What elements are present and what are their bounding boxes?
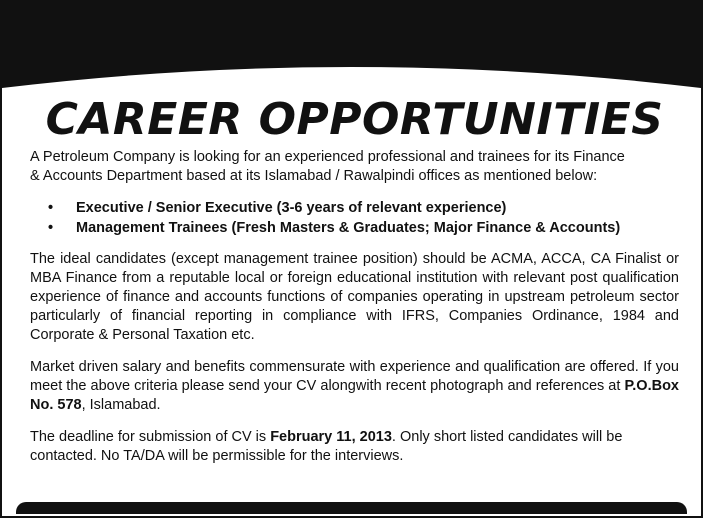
deadline-date: February 11, 2013 [270, 429, 392, 445]
po-box: P.O.Box No. 578 [30, 378, 679, 413]
ad-content [30, 94, 679, 466]
list-item [30, 218, 679, 238]
deadline-prefix: The deadline for submission of CV is [30, 429, 267, 445]
intro-line-1: A Petroleum Company is looking for an experienced professional and trainees for its Finance [30, 149, 625, 165]
requirements-paragraph: The ideal candidates (except management trainee position) should be ACMA, ACCA, CA Finalist or MBA Finance from a reputable local or foreign educational institution with relevant post qualification experience of finance and accounts functions of companies operating in upstream petroleum sector particularly of financial reporting in compliance with IFRS, Companies Ordinance, 1984 and Corporate & Personal Taxation etc. [30, 251, 679, 343]
bullet-icon: • [48, 200, 54, 216]
footer-band [16, 502, 687, 514]
city: , Islamabad. [81, 397, 161, 413]
list-item [30, 198, 679, 218]
deadline-paragraph [30, 428, 679, 466]
intro-paragraph [30, 148, 679, 186]
header-band [2, 2, 701, 102]
position-trainees: Management Trainees (Fresh Masters & Graduates; Major Finance & Accounts) [76, 220, 621, 236]
ad-title: CAREER OPPORTUNITIES [45, 94, 664, 145]
bullet-icon: • [48, 220, 54, 236]
salary-text: Market driven salary and benefits commensurate with experience and qualification are offered. If you meet the above criteria please send your CV alongwith recent photograph and references at [30, 359, 679, 394]
salary-paragraph [30, 358, 679, 415]
intro-line-2: & Accounts Department based at its Islamabad / Rawalpindi offices as mentioned below: [30, 168, 598, 184]
header-arc-shape [2, 2, 701, 88]
positions-list [30, 198, 679, 238]
position-executive: Executive / Senior Executive (3-6 years of relevant experience) [76, 200, 507, 216]
deadline-suffix: . Only short listed candidates will be contacted. No TA/DA will be permissible for the interviews. [30, 429, 623, 464]
